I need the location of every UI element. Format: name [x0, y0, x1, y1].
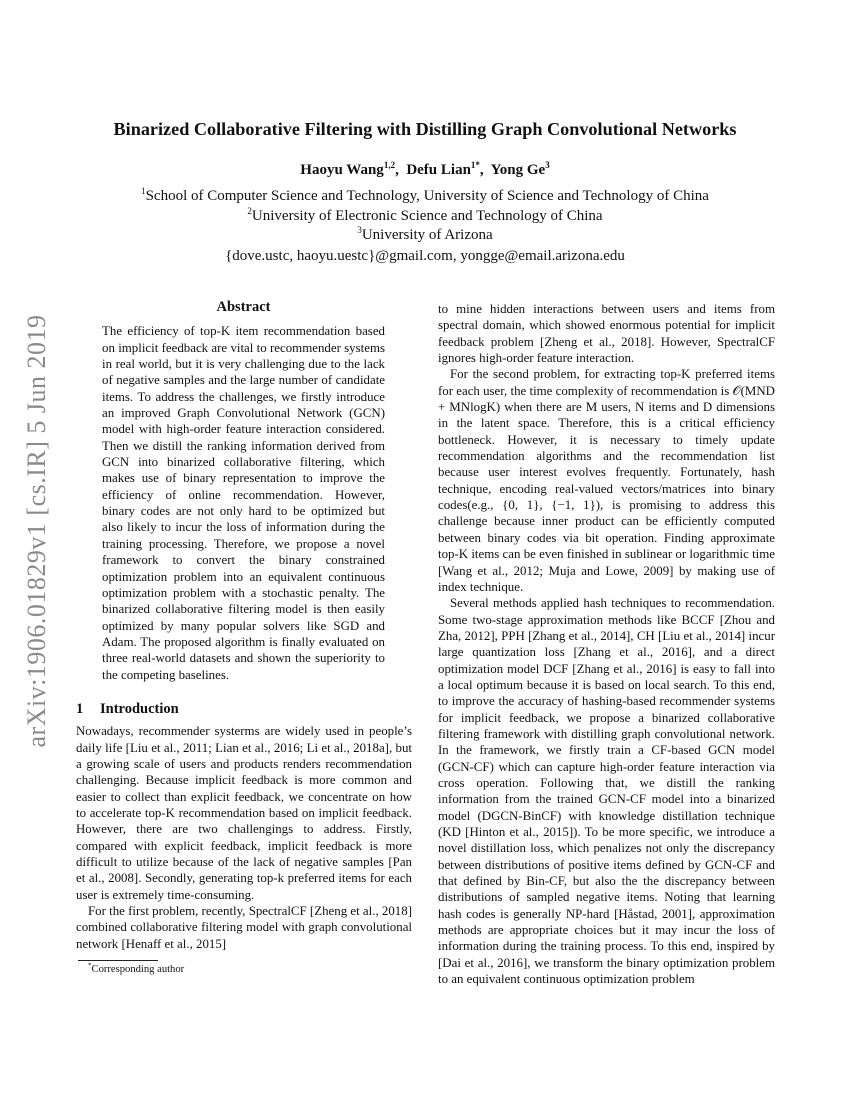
author-affil-mark: 3 [545, 160, 550, 170]
abstract-section [102, 299, 385, 683]
affiliation: $^2$University of Electronic Science and Technology of China [247, 205, 603, 224]
author-name: Yong Ge [490, 162, 546, 178]
introduction-section [76, 701, 412, 952]
abstract-text: The efficiency of top-K item recommendation based on implicit feedback are vital to recommender systems in real world, but it is very challenging due to the lack of negative samples and the large number of candidate items. To address the challenges, we firstly introduce an improved Graph Convolutional Network (GCN) model with high-order feature interaction considered. Then we distill the ranking information derived from GCN into binarized collaborative filtering, which makes use of binary representation to improve the efficiency of online recommendation. However, binary codes are not only hard to be optimized but also likely to incur the loss of information during the training processing. Therefore, we propose a novel framework to convert the binary constrained optimization problem into an equivalent continuous optimization problem with a stochastic penalty. The binarized collaborative filtering model is then easily optimized by many popular solvers like SGD and Adam. The proposed algorithm is finally evaluated on three real-world datasets and shown the superiority to the competing baselines. [102, 324, 385, 682]
paragraph: For the first problem, recently, SpectralCF [Zheng et al., 2018] combined collaborative filtering model with graph convolutional network [Henaff et al., 2015] [76, 904, 412, 951]
author-name: Defu Lian [406, 162, 471, 178]
section-heading: 1 Introduction [76, 701, 179, 717]
author-name: Haoyu Wang [300, 162, 384, 178]
affiliation-list [40, 187, 810, 246]
arxiv-identifier: arXiv:1906.01829v1 [cs.IR] 5 Jun 2019 [22, 314, 51, 748]
author-list: Haoyu Wang$^{1,2}$, Defu Lian$^{1*}$, Yong Ge$^3$ [300, 160, 550, 178]
author-affil-mark: 1,2 [383, 160, 396, 170]
author-emails: {dove.ustc, haoyu.uestc}@gmail.com, yongge@email.arizona.edu [225, 248, 625, 264]
paragraph: Nowadays, recommender systerms are widely used in people’s daily life [Liu et al., 2011; Lian et al., 2016; Li et al., 2018a], but a growing scale of users and products renders recommendation challenging. Because implicit feedback is more common and easier to collect than explicit feedback, we concentrate on how to accelerate top-K recommendation based on implicit feedback. However, there are two challengings to address. Firstly, compared with explicit feedback, implicit feedback is more difficult to utilize because of the lack of negative samples [Pan et al., 2008]. Secondly, generating top-k preferred items for each user is extremely time-consuming. [76, 724, 412, 902]
paragraph: For the second problem, for extracting top-K preferred items for each user, the time complexity of recommendation is 𝒪(MND + MNlogK) when there are M users, N items and D dimensions in the latent space. Therefore, this is a critical efficiency bottleneck. However, it is necessary to timely update recommendation algorithms and the recommendation list because user interest evolves frequently. Fortunately, hash technique, encoding real-valued vectors/matrices into binary codes(e.g., {0, 1}, {−1, 1}), is promising to address this challenge because inner product can be efficiently computed between binary codes via bit operation. Finding approximate top-K items can be even finished in sublinear or logarithmic time [Wang et al., 2012; Muja and Lowe, 2009] by making use of index technique. [438, 367, 775, 594]
affiliation: $^1$School of Computer Science and Technology, University of Science and Technology of China [141, 186, 709, 204]
right-column [438, 301, 775, 987]
footnote: *Corresponding author [88, 961, 185, 975]
author-affil-mark: 1* [470, 160, 480, 170]
paragraph: to mine hidden interactions between users and items from spectral domain, which showed enormous potential for implicit feedback problem [Zheng et al., 2018]. However, SpectralCF ignores high-order feature interaction. [438, 302, 775, 366]
abstract-heading: Abstract [216, 299, 271, 315]
affiliation: $^3$University of Arizona [357, 225, 493, 243]
paper-title: Binarized Collaborative Filtering with Distilling Graph Convolutional Networks [113, 119, 737, 139]
paragraph: Several methods applied hash techniques to recommendation. Some two-stage approximation methods like BCCF [Zhou and Zha, 2012], PPH [Zhang et al., 2014], CH [Liu et al., 2014] incur large quantization loss [Zhang et al., 2016], and a direct optimization model DCF [Zhang et al., 2016] is easy to fall into a local optimum because it is based on local search. To this end, to improve the accuracy of hashing-based recommender systems for implicit feedback, we propose a binarized collaborative filtering framework with distilling graph convolutional network. In the framework, we firstly train a CF-based GCN model (GCN-CF) which can capture high-order feature interaction via cross operation. Following that, we distill the ranking information from the trained GCN-CF model into a binarized model (DGCN-BinCF) with knowledge distillation technique (KD [Hinton et al., 2015]). To be more specific, we introduce a novel distillation loss, which penalizes not only the discrepancy between distributions of positive items defined by GCN-CF and that defined by Bin-CF, but also the the discrepancy between distributions of sampled negative items. Noting that learning hash codes is generally NP-hard [Håstad, 2001], approximation methods are appropriate choices but it may incur the loss of information during the training process. To this end, inspired by [Dai et al., 2016], we transform the binary optimization problem to an equivalent continuous optimization problem [438, 596, 775, 987]
